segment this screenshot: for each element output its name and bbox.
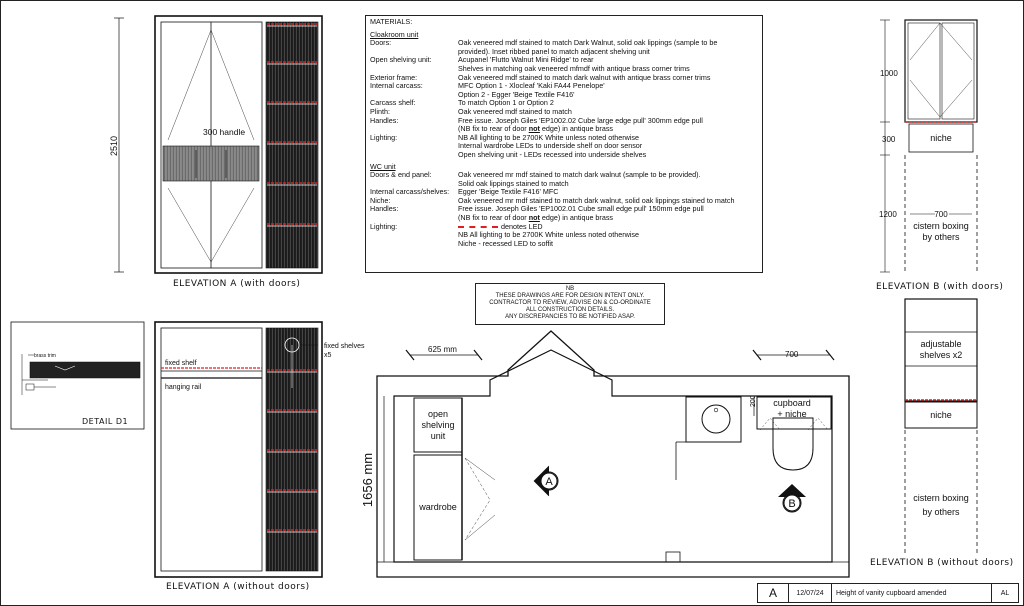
fixed-shelf-label: fixed shelf xyxy=(165,360,197,367)
material-value-line: Solid oak lippings stained to match xyxy=(458,178,569,188)
ribbed-panel xyxy=(163,146,259,181)
material-value-line: Oak veneered mr mdf stained to match dark walnut (sample to be provided). xyxy=(458,170,701,180)
wc-heading: WC unit xyxy=(370,161,396,171)
emphasis-not: not xyxy=(528,213,540,223)
material-key: Plinth: xyxy=(370,106,390,116)
material-key: Open shelving unit: xyxy=(370,55,432,65)
dim-1200: 1200 xyxy=(879,210,897,219)
open-shelving-label-1: open xyxy=(427,409,449,419)
material-value-line: Oak veneered mdf stained to match dark walnut with antique brass corner trims xyxy=(458,72,711,82)
material-key: Internal carcass: xyxy=(370,81,423,91)
dim-200: 200 xyxy=(750,395,757,407)
material-value-line: NB All lighting to be 2700K White unless noted otherwise xyxy=(458,132,639,142)
material-key: Lighting: xyxy=(370,221,398,231)
elevation-a-with-doors xyxy=(114,16,322,273)
cistern-label-b-open-1: cistern boxing xyxy=(913,493,969,503)
open-shelving-label-3: unit xyxy=(430,431,446,441)
revision-letter: A xyxy=(758,584,789,602)
handle-label: 300 handle xyxy=(203,127,246,137)
dim-2510: 2510 xyxy=(109,135,119,157)
material-value-line: Shelves in matching oak veneered mfmdf with antique brass corner trims xyxy=(458,63,690,73)
dim-300: 300 xyxy=(882,135,896,144)
cistern-label-b-doors-1: cistern boxing xyxy=(913,221,969,231)
detail-d1 xyxy=(11,322,144,429)
emphasis-not: not xyxy=(528,124,540,134)
caption-detail-d1: DETAIL D1 xyxy=(82,417,129,426)
open-shelving-fluted xyxy=(266,22,318,268)
marker-b-label: B xyxy=(788,498,796,510)
material-key: Handles: xyxy=(370,115,399,125)
note-line: NB xyxy=(565,286,575,292)
hanging-rail-label: hanging rail xyxy=(165,384,202,391)
wardrobe-label: wardrobe xyxy=(419,502,457,512)
material-value-line: Internal wardrobe LEDs to underside shelf on door sensor xyxy=(458,141,643,151)
niche-label-b-open: niche xyxy=(930,410,952,420)
material-value-line: Oak veneered mr mdf stained to match dark walnut, solid oak lippings stained to match xyxy=(458,195,735,205)
material-value-line: Oak veneered mdf stained to match xyxy=(458,106,572,116)
material-key: Lighting: xyxy=(370,132,398,142)
dim-700-plan: 700 xyxy=(785,350,799,359)
dim-1656: 1656 mm xyxy=(360,452,375,508)
revision-date: 12/07/24 xyxy=(789,584,832,602)
revision-table xyxy=(757,583,1019,603)
marker-a-label: A xyxy=(545,476,553,488)
material-key: Exterior frame: xyxy=(370,72,418,82)
caption-elevation-b-doors: ELEVATION B (with doors) xyxy=(876,282,1004,292)
material-value-line: Niche - recessed LED to soffit xyxy=(458,238,553,248)
open-shelving-label-2: shelving xyxy=(421,420,455,430)
material-key: Doors: xyxy=(370,38,392,48)
note-line: ALL CONSTRUCTION DETAILS. xyxy=(525,307,615,313)
caption-elevation-a-doors: ELEVATION A (with doors) xyxy=(173,279,301,289)
material-key: Handles: xyxy=(370,204,399,214)
cupboard-label-1: cupboard xyxy=(773,398,811,408)
material-value-line: Option 2 - Egger 'Beige Textile F416' xyxy=(458,89,575,99)
material-value-line: MFC Option 1 - Xlocleaf 'Kaki FA44 Penelope' xyxy=(458,81,605,91)
fixed-shelves-label: fixed shelves xyxy=(324,343,365,350)
material-value-line: To match Option 1 or Option 2 xyxy=(458,98,554,108)
revision-author: AL xyxy=(1000,589,1010,597)
note-line: ANY DISCREPANCIES TO BE NOTIFIED ASAP. xyxy=(505,314,635,320)
cistern-label-b-open-2: by others xyxy=(922,507,960,517)
dim-1000: 1000 xyxy=(880,69,898,78)
floor-plan xyxy=(377,331,849,577)
material-value-line: Open shelving unit - LEDs recessed into underside shelves xyxy=(458,149,647,159)
caption-elevation-a-open: ELEVATION A (without doors) xyxy=(166,582,310,592)
material-value-line: Oak veneered mdf stained to match Dark Walnut, solid oak lippings (sample to be xyxy=(458,38,718,48)
material-key: Internal carcass/shelves: xyxy=(370,187,450,197)
brass-trim-label: brass trim xyxy=(34,353,56,359)
cistern-label-b-doors-2: by others xyxy=(922,232,960,242)
material-value-line: Egger 'Beige Textile F416' MFC xyxy=(458,187,559,197)
fixed-shelves-count: x5 xyxy=(324,352,332,359)
material-value-line: denotes LED xyxy=(458,223,758,232)
shelves-label-2: shelves x2 xyxy=(919,350,963,360)
shelves-label-1: adjustable xyxy=(920,339,962,349)
materials-title: MATERIALS: xyxy=(370,17,413,26)
material-key: Niche: xyxy=(370,195,391,205)
note-line: THESE DRAWINGS ARE FOR DESIGN INTENT ONLY. xyxy=(495,293,645,299)
material-key: Carcass shelf: xyxy=(370,98,416,108)
revision-description: Height of vanity cupboard amended xyxy=(832,584,992,602)
dim-700-b: 700 xyxy=(934,210,948,219)
material-key: Doors & end panel: xyxy=(370,170,432,180)
material-value-line: (NB fix to rear of door not edge) in antique brass xyxy=(458,124,614,134)
caption-elevation-b-open: ELEVATION B (without doors) xyxy=(870,558,1014,568)
cloakroom-heading: Cloakroom unit xyxy=(370,29,419,39)
material-value-line: Free issue. Joseph Giles 'EP1002.01 Cube small edge pull' 150mm edge pull xyxy=(458,204,704,214)
niche-label-b-doors: niche xyxy=(930,133,952,143)
material-value-line: Free issue. Joseph Giles 'EP1002.02 Cube large edge pull' 300mm edge pull xyxy=(458,115,703,125)
material-value-line: NB All lighting to be 2700K White unless noted otherwise xyxy=(458,230,639,240)
material-value-line: provided). Inset ribbed panel to match adjacent shelving unit xyxy=(458,46,650,56)
material-value-line: Acupanel 'Flutto Walnut Mini Ridge' to rear xyxy=(458,55,594,65)
cupboard-label-2: + niche xyxy=(777,409,807,419)
material-value-line: (NB fix to rear of door not edge) in antique brass xyxy=(458,213,614,223)
note-line: CONTRACTOR TO REVIEW, ADVISE ON & CO-ORDINATE xyxy=(489,300,651,306)
dim-625: 625 mm xyxy=(428,345,457,354)
